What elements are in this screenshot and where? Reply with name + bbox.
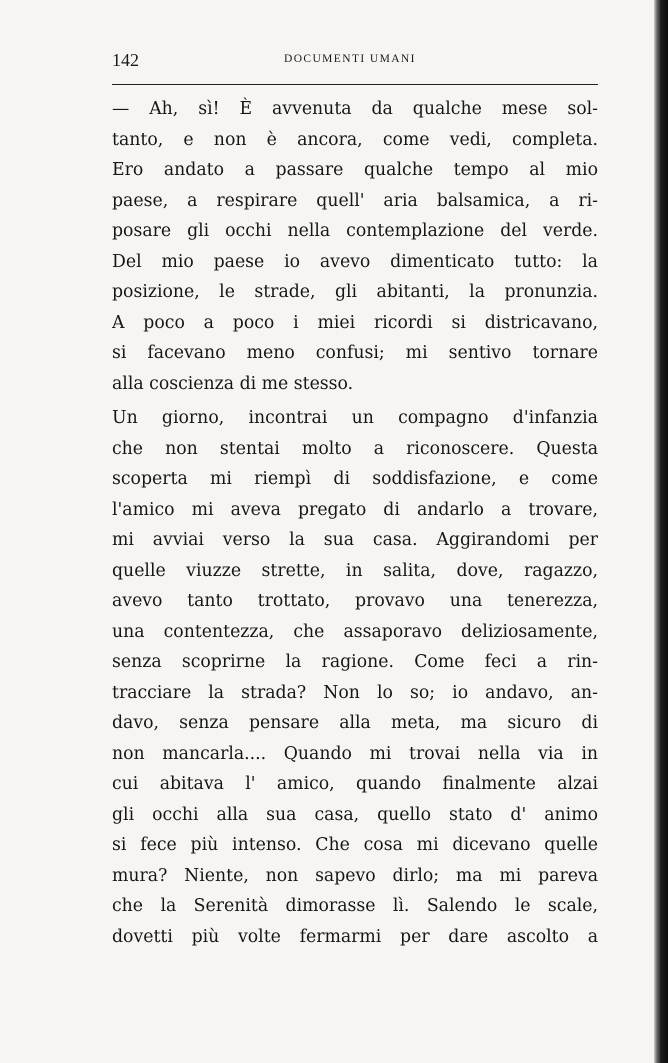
text-line: Un giorno, incontrai un compagno d'infanzia bbox=[112, 408, 598, 428]
text-line: A poco a poco i miei ricordi si districavano, bbox=[112, 312, 598, 333]
text-line: alla coscienza di me stesso. bbox=[112, 373, 354, 394]
text-line: davo, senza pensare alla meta, ma sicuro di bbox=[112, 713, 598, 733]
text-line: scoperta mi riempì di soddisfazione, e come bbox=[112, 469, 598, 489]
text-line: posizione, le strade, gli abitanti, la pronunzia. bbox=[112, 282, 598, 302]
text-line: posare gli occhi nella contemplazione del verde. bbox=[112, 221, 598, 241]
header-rule bbox=[112, 84, 598, 85]
body-text bbox=[112, 94, 598, 952]
running-head: DOCUMENTI UMANI bbox=[284, 53, 416, 65]
text-line: gli occhi alla sua casa, quello stato d' animo bbox=[112, 804, 598, 825]
text-line: tanto, e non è ancora, come vedi, completa. bbox=[112, 129, 598, 150]
text-line: che non stentai molto a riconoscere. Questa bbox=[112, 438, 598, 459]
text-line: cui abitava l' amico, quando finalmente alzai bbox=[112, 774, 598, 794]
text-line: avevo tanto trottato, provavo una tenerezza, bbox=[112, 591, 598, 611]
text-line: si fece più intenso. Che cosa mi dicevano quelle bbox=[112, 835, 598, 855]
text-line: paese, a respirare quell' aria balsamica, a ri- bbox=[112, 190, 598, 211]
text-line: senza scoprirne la ragione. Come feci a rin- bbox=[112, 652, 598, 672]
paragraph-1 bbox=[112, 94, 598, 399]
page-number: 142 bbox=[112, 50, 139, 70]
text-line: tracciare la strada? Non lo so; io andavo, an- bbox=[112, 682, 598, 703]
text-line: dovetti più volte fermarmi per dare ascolto a bbox=[112, 926, 598, 947]
text-line: l'amico mi aveva pregato di andarlo a trovare, bbox=[112, 499, 598, 520]
book-edge-shadow bbox=[654, 0, 668, 1063]
text-line: si facevano meno confusi; mi sentivo tornare bbox=[112, 343, 598, 363]
text-line: Ero andato a passare qualche tempo al mio bbox=[112, 160, 598, 180]
text-line: mura? Niente, non sapevo dirlo; ma mi pareva bbox=[112, 865, 598, 886]
text-line: mi avviai verso la sua casa. Aggirandomi per bbox=[112, 530, 598, 550]
text-line: — Ah, sì! È avvenuta da qualche mese sol- bbox=[112, 99, 598, 119]
page-header bbox=[112, 50, 598, 72]
text-line: una contentezza, che assaporavo deliziosamente, bbox=[112, 621, 598, 642]
text-line: Del mio paese io avevo dimenticato tutto: la bbox=[112, 251, 598, 272]
text-line: quelle viuzze strette, in salita, dove, ragazzo, bbox=[112, 560, 598, 581]
text-line: che la Serenità dimorasse lì. Salendo le scale, bbox=[112, 896, 598, 916]
text-line: non mancarla.... Quando mi trovai nella via in bbox=[112, 743, 598, 764]
paragraph-2 bbox=[112, 403, 598, 952]
